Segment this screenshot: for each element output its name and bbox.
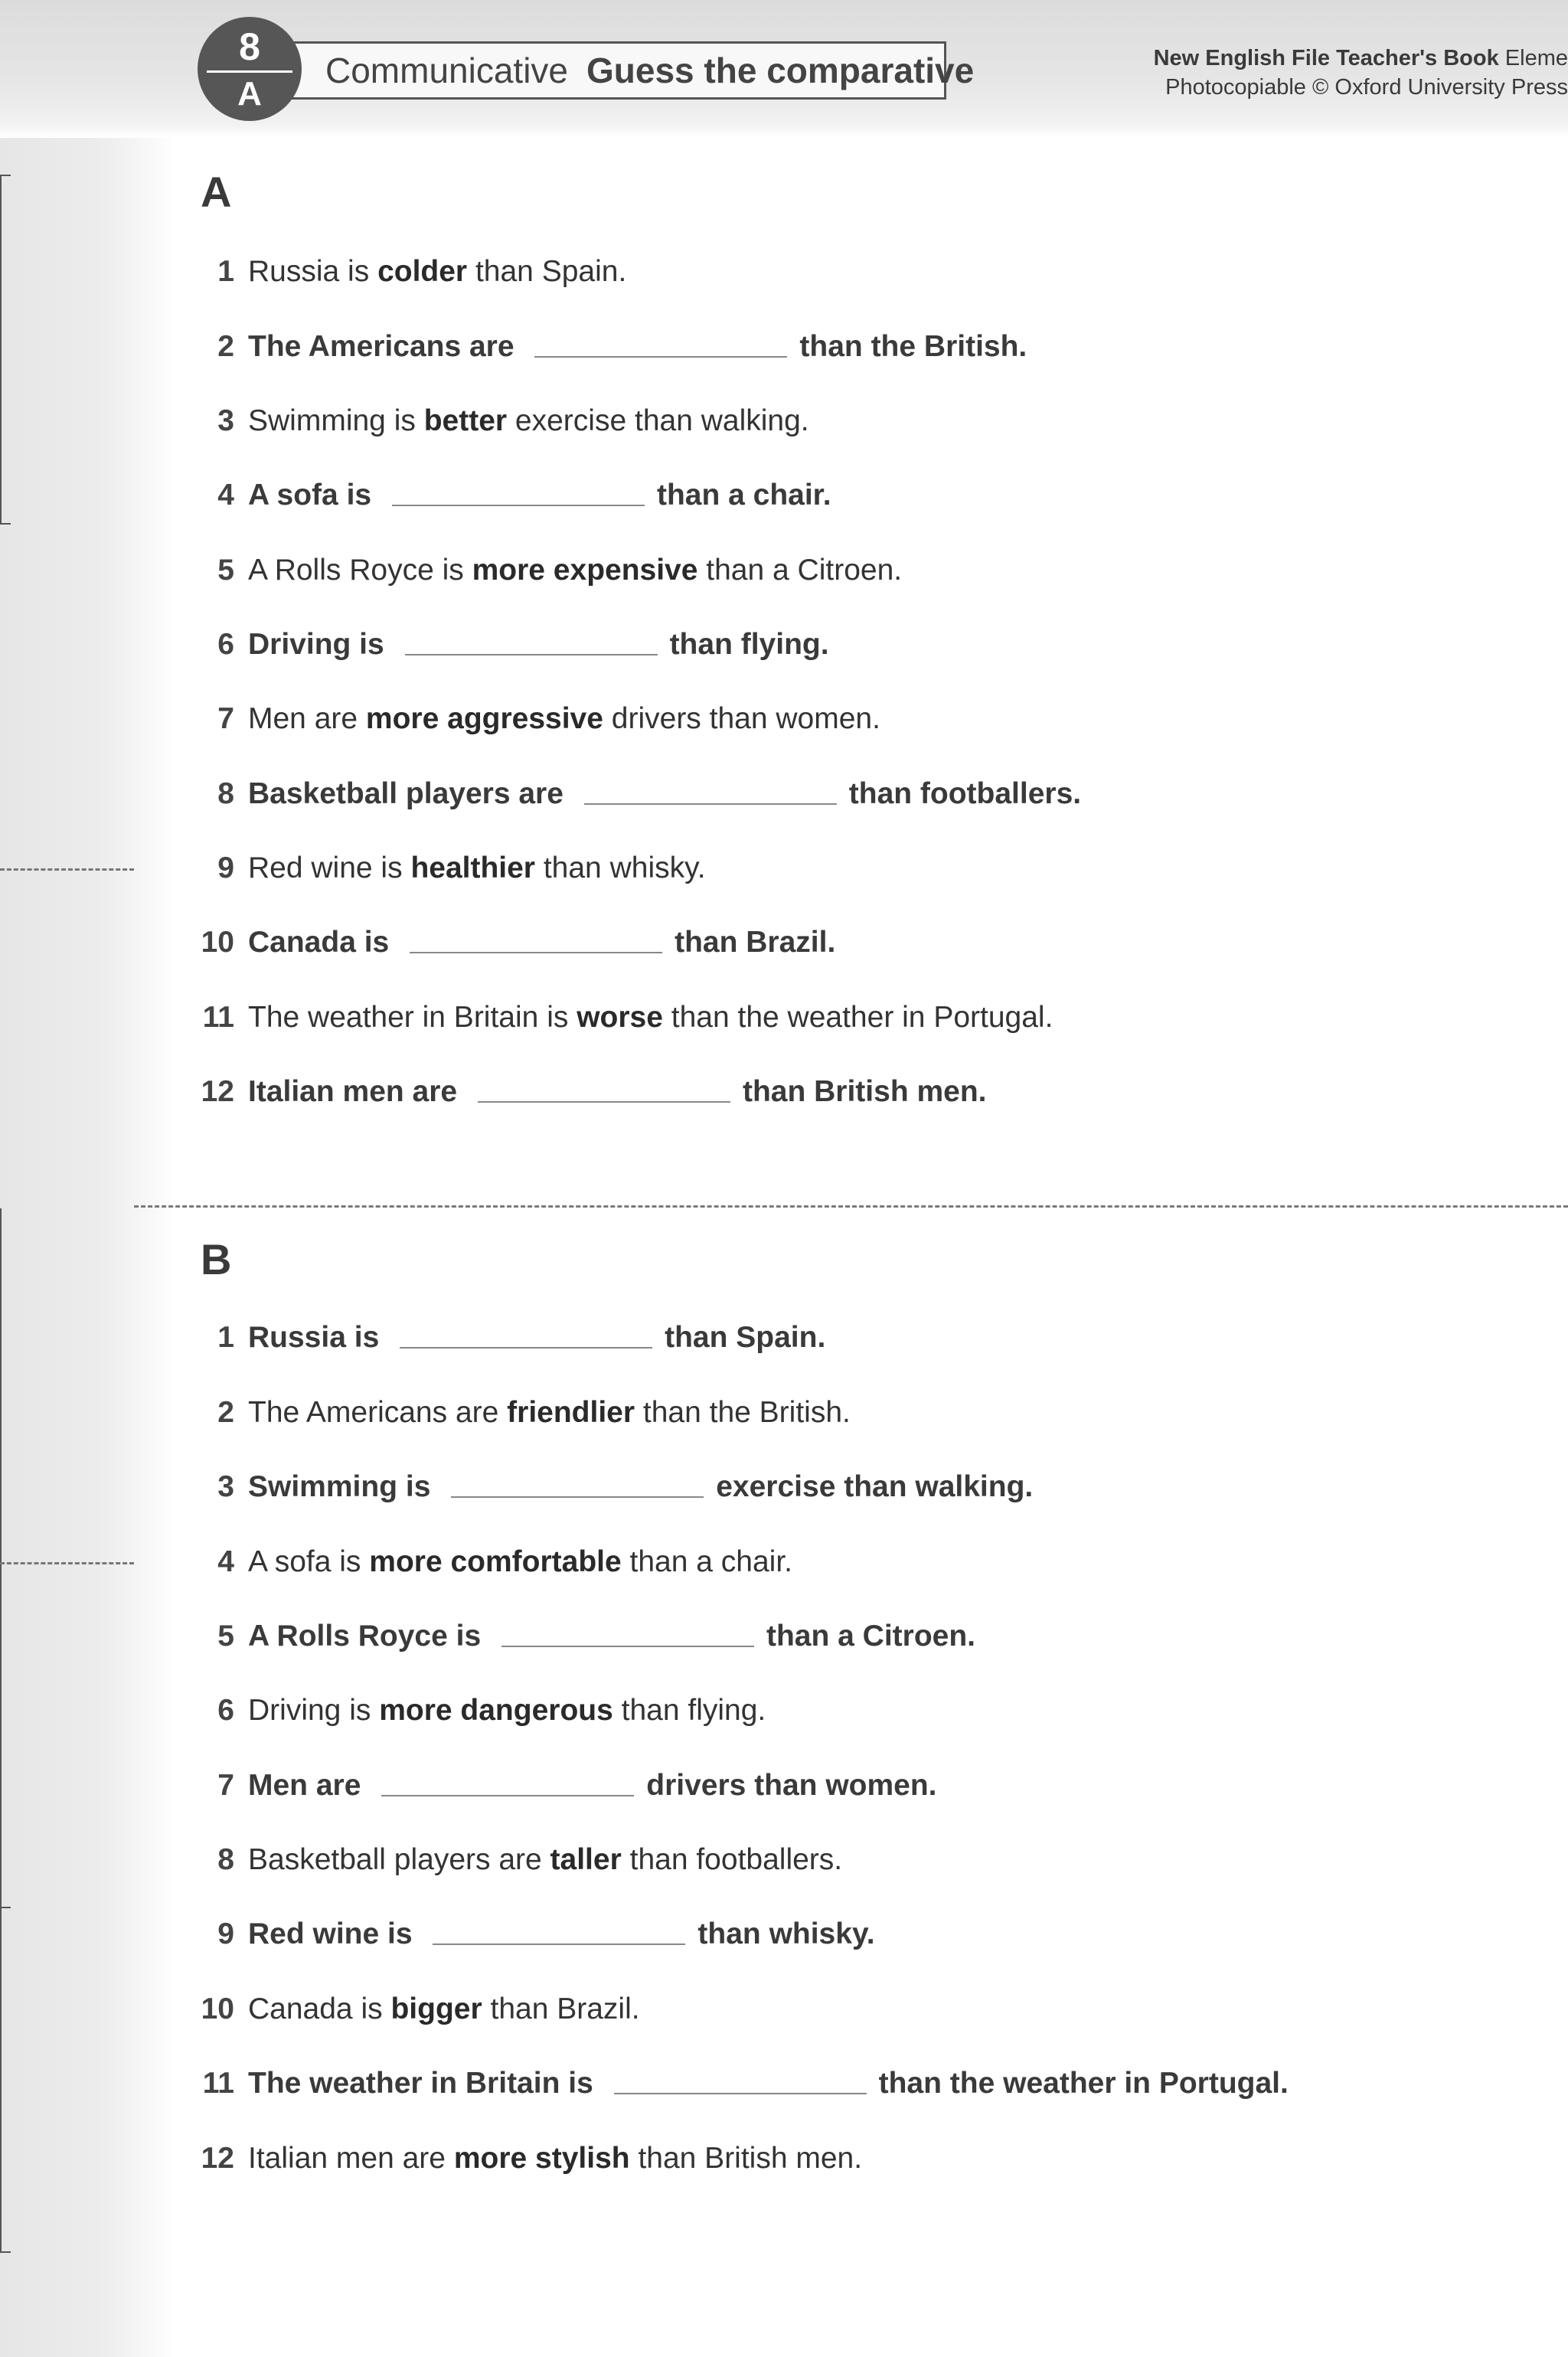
sentence-text (248, 777, 1081, 811)
sentence-text (248, 255, 626, 289)
title-category: Communicative (325, 51, 568, 90)
item-number: 3 (217, 1470, 234, 1503)
comparative-answer: taller (550, 1843, 622, 1876)
item-number: 5 (217, 1620, 234, 1653)
section-letter-b: B (201, 1235, 232, 1283)
sentence-text (248, 554, 902, 587)
sentence-end: than a chair. (629, 1545, 792, 1578)
sentence-item (198, 551, 902, 590)
sentence-end: than British men. (638, 2142, 863, 2175)
sentence-start: The Americans are (248, 330, 514, 363)
sentence-end: than whisky. (543, 852, 706, 884)
item-number: 6 (217, 628, 234, 661)
item-number: 1 (217, 1321, 234, 1354)
item-number: 11 (202, 2067, 234, 2100)
sentence-item (198, 1319, 825, 1357)
sentence-start: Russia is (248, 1321, 380, 1354)
sentence-end: than footballers. (629, 1843, 843, 1876)
unit-letter: A (237, 74, 262, 113)
sentence-item (198, 775, 1081, 813)
answer-blank (433, 1942, 685, 1945)
sentence-text (248, 479, 831, 512)
sentence-item (198, 402, 809, 440)
item-number: 12 (201, 2142, 234, 2175)
sentence-item (198, 1468, 1033, 1506)
sentence-end: drivers than women. (646, 1769, 937, 1802)
sentence-end: than flying. (669, 628, 829, 661)
sentence-end: drivers than women. (611, 702, 880, 735)
sentence-end: than a Citroen. (766, 1620, 976, 1653)
item-number: 5 (217, 554, 234, 587)
unit-number: 8 (239, 25, 260, 68)
comparative-answer: healthier (410, 852, 535, 884)
sentence-item (198, 1617, 975, 1656)
sentence-text (248, 1075, 987, 1109)
item-number: 7 (217, 1769, 234, 1802)
sentence-text (248, 702, 880, 736)
publisher-line-1 (1154, 44, 1568, 74)
sentence-end: than Brazil. (675, 926, 836, 959)
sentence-text (248, 1470, 1033, 1504)
margin-tick (0, 2251, 11, 2253)
comparative-answer: worse (577, 1001, 663, 1034)
sentence-item (198, 1841, 842, 1879)
sentence-end: than footballers. (848, 777, 1082, 810)
sentence-end: than British men. (742, 1075, 987, 1108)
sentence-start: A sofa is (248, 479, 372, 512)
badge-divider (207, 70, 292, 73)
sentence-end: than Spain. (475, 255, 627, 288)
comparative-answer: more aggressive (365, 702, 603, 735)
item-number: 8 (217, 1843, 234, 1876)
sentence-start: A sofa is (248, 1545, 361, 1578)
book-level: Eleme (1504, 46, 1568, 70)
sentence-text (248, 926, 835, 959)
publisher-info (1154, 44, 1568, 102)
sentence-item (198, 849, 706, 888)
answer-blank (501, 1644, 754, 1647)
item-number: 9 (217, 1917, 234, 1950)
answer-blank (392, 503, 645, 506)
sentence-item (198, 328, 1027, 366)
unit-badge (198, 17, 302, 121)
sentence-start: Driving is (248, 628, 384, 661)
sentence-text (248, 1321, 825, 1355)
sentence-start: A Rolls Royce is (248, 554, 464, 587)
sentence-item (198, 1394, 851, 1432)
item-number: 8 (217, 777, 234, 810)
page-title (285, 41, 975, 100)
item-number: 4 (217, 1545, 234, 1578)
answer-blank (534, 355, 787, 358)
sentence-item (198, 1915, 875, 1953)
item-number: 11 (202, 1001, 234, 1034)
sentence-item (198, 253, 626, 291)
item-number: 9 (217, 852, 234, 884)
answer-blank (478, 1100, 730, 1103)
answer-blank (451, 1495, 704, 1498)
sentence-text (248, 1992, 640, 2026)
comparative-answer: more dangerous (379, 1694, 613, 1727)
sentence-end: than flying. (621, 1694, 766, 1727)
comparative-answer: more expensive (472, 554, 698, 587)
comparative-answer: more stylish (453, 2142, 630, 2175)
page-gutter-shadow (0, 0, 176, 2357)
item-number: 3 (217, 404, 234, 437)
answer-blank (410, 950, 662, 953)
section-letter-a: A (201, 168, 232, 216)
sentence-start: The Americans are (248, 1396, 499, 1429)
sentence-item (198, 476, 831, 515)
sentence-end: than the weather in Portugal. (671, 1001, 1054, 1034)
sentence-item (198, 924, 835, 962)
item-number: 12 (201, 1075, 234, 1108)
sentence-end: exercise than walking. (514, 404, 809, 437)
sentence-text (248, 1694, 766, 1728)
sentence-start: Canada is (248, 926, 390, 959)
sentence-start: Italian men are (248, 2142, 446, 2175)
sentence-end: than the British. (642, 1396, 851, 1429)
sentence-text (248, 330, 1027, 364)
sentence-start: Canada is (248, 1992, 383, 2025)
sentence-item (198, 1073, 987, 1111)
sentence-start: Basketball players are (248, 1843, 542, 1876)
publisher-line-2: Photocopiable © Oxford University Press (1165, 74, 1568, 100)
sentence-start: A Rolls Royce is (248, 1620, 482, 1653)
sentence-end: than Spain. (665, 1321, 826, 1354)
sentence-text (248, 1001, 1053, 1035)
answer-blank (381, 1793, 634, 1796)
sentence-start: Red wine is (248, 852, 403, 884)
sentence-end: than whisky. (697, 1917, 875, 1950)
cut-mark (0, 868, 134, 871)
sentence-text (248, 852, 706, 885)
margin-line (0, 175, 12, 523)
sentence-text (248, 1917, 875, 1951)
sentence-start: Russia is (248, 255, 370, 288)
sentence-start: Driving is (248, 1694, 371, 1727)
sentence-item (198, 999, 1053, 1037)
sentence-item (198, 1692, 766, 1730)
comparative-answer: colder (377, 255, 468, 288)
item-number: 1 (217, 255, 234, 288)
comparative-answer: more comfortable (369, 1545, 622, 1578)
sentence-start: Swimming is (248, 404, 416, 437)
margin-line (0, 1907, 12, 2251)
sentence-text (248, 2142, 862, 2176)
sentence-end: than Brazil. (490, 1992, 640, 2025)
book-name: New English File Teacher's Book (1153, 46, 1499, 70)
sentence-item (198, 700, 880, 738)
answer-blank (584, 802, 837, 805)
sentence-start: Italian men are (248, 1075, 458, 1108)
sentence-item (198, 2140, 862, 2178)
item-number: 10 (201, 926, 234, 959)
sentence-item (198, 1767, 937, 1805)
margin-line (0, 1208, 12, 1907)
answer-blank (405, 652, 658, 655)
item-number: 2 (217, 1396, 234, 1429)
sentence-start: Swimming is (248, 1470, 431, 1503)
answer-blank (614, 2091, 867, 2094)
comparative-answer: friendlier (507, 1396, 635, 1429)
sentence-item (198, 1990, 640, 2028)
comparative-answer: bigger (390, 1992, 482, 2025)
sentence-end: than a Citroen. (706, 554, 903, 587)
sentence-item (198, 1543, 792, 1581)
sentence-end: than a chair. (656, 479, 831, 512)
cut-line (134, 1205, 1568, 1208)
item-number: 2 (217, 330, 234, 363)
item-number: 4 (217, 479, 234, 512)
sentence-text (248, 1843, 842, 1877)
sentence-text (248, 404, 809, 438)
sentence-start: Men are (248, 702, 358, 735)
item-number: 7 (217, 702, 234, 735)
sentence-end: than the British. (799, 330, 1027, 363)
item-number: 10 (201, 1992, 234, 2025)
sentence-item (198, 626, 829, 664)
sentence-start: Men are (248, 1769, 361, 1802)
sentence-end: than the weather in Portugal. (878, 2067, 1289, 2100)
sentence-text (248, 1545, 792, 1579)
sentence-start: Red wine is (248, 1917, 413, 1950)
title-main: Guess the comparative (586, 51, 975, 90)
sentence-start: Basketball players are (248, 777, 564, 810)
comparative-answer: better (423, 404, 508, 437)
sentence-text (248, 1769, 937, 1803)
sentence-text (248, 2067, 1289, 2100)
sentence-text (248, 1620, 975, 1653)
sentence-item (198, 2064, 1289, 2103)
item-number: 6 (217, 1694, 234, 1727)
sentence-end: exercise than walking. (716, 1470, 1034, 1503)
sentence-start: The weather in Britain is (248, 2067, 593, 2100)
sentence-start: The weather in Britain is (248, 1001, 569, 1034)
sentence-text (248, 628, 829, 662)
sentence-text (248, 1396, 851, 1430)
answer-blank (400, 1345, 652, 1348)
cut-mark (0, 1562, 134, 1564)
margin-tick (0, 523, 11, 525)
